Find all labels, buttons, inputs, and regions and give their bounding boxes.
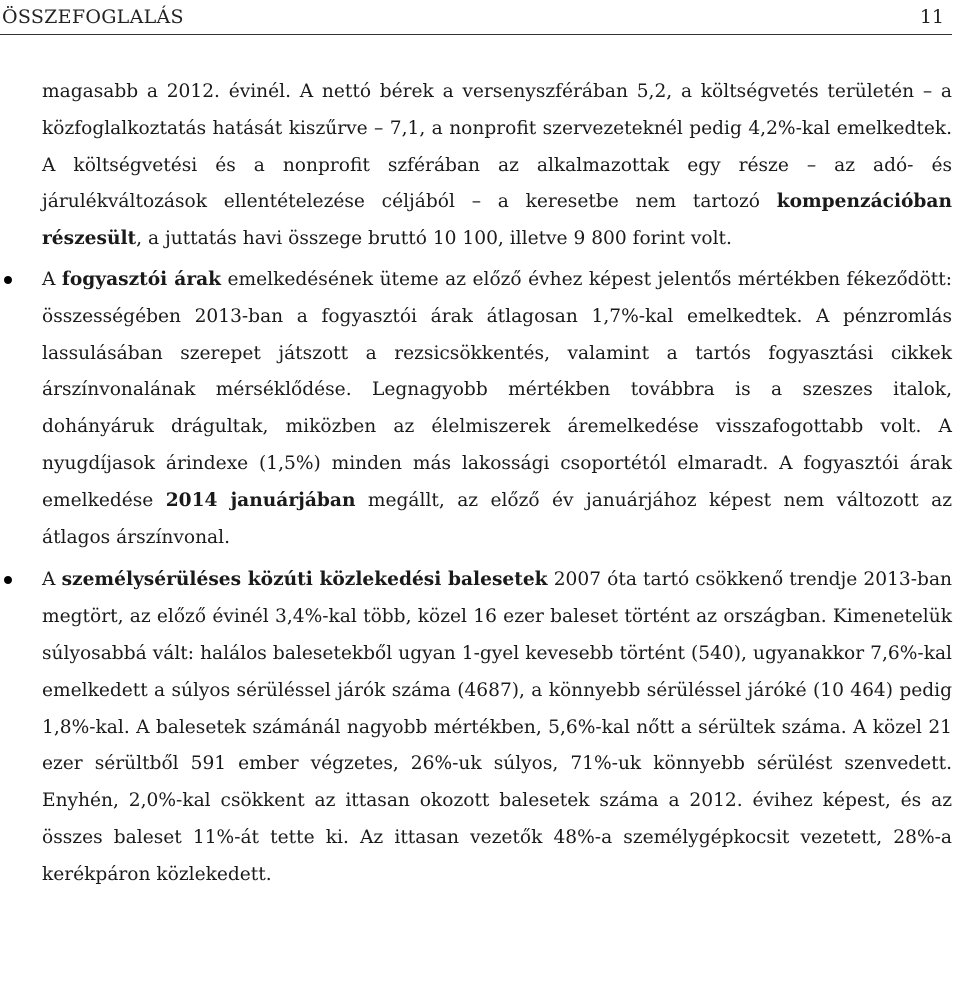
paragraph-wages (42, 74, 952, 258)
page-number: 11 (919, 6, 944, 28)
bold-term-consumer-prices: fogyasztói árak (61, 268, 222, 290)
bullet-icon (4, 276, 12, 284)
paragraph-text: 2007 óta tartó csökkenő trendje 2013-ban megtört, az előző évinél 3,4%-kal több, közel 16 ezer baleset történt az országban. Kimenetelük súlyosabbá vált: halálos balesetekből ugyan 1-gyel kevesebb történt (540), ugyanakkor 7,6%-kal emelkedett a súlyos sérüléssel járók száma (4687), a könnyebb sérüléssel járóké (10 464) pedig 1,8%-kal. A balesetek számánál nagyobb mértékben, 5,6%-kal nőtt a sérültek száma. A közel 21 ezer sérültből 591 ember végzetes, 26%-uk súlyos, 71%-uk könnyebb sérülést szenvedett. Enyhén, 2,0%-kal csökkent az ittasan okozott balesetek száma a 2012. évihez képest, és az összes baleset 11%-át tette ki. Az ittasan vezetők 48%-a személygépkocsit vezetett, 28%-a kerékpáron közlekedett. (42, 569, 953, 885)
paragraph-text: megállt, az előző év januárjához képest nem változott az átlagos árszínvonal. (42, 489, 953, 548)
paragraph-text: emelkedésének üteme az előző évhez képest jelentős mértékben fékeződött: összességében 2013-ban a fogyasztói árak átlagosan 1,7%-kal emelkedtek. A pénzromlás lassulásában szerepet játszott a rezsicsökkentés, valamint a tartós fogyasztási cikkek árszínvonalának mérséklődése. Legnagyobb mértékben továbbra is a szeszes italok, dohányáruk drágultak, miközben az élelmiszerek áremelkedése visszafogottabb volt. A nyugdíjasok árindexe (1,5%) minden más lakossági csoportétól elmaradt. A fogyasztói árak emelkedése (42, 268, 952, 511)
bold-term-compensation: kompenzációban részesült (42, 191, 952, 250)
bullet-road-accidents (42, 562, 952, 893)
page-header (0, 0, 952, 35)
bold-term-january-2014: 2014 januárjában (165, 489, 356, 511)
bullet-consumer-prices (42, 262, 952, 556)
bold-term-road-accidents: személysérüléses közúti közlekedési balesetek (61, 569, 548, 591)
section-title: ÖSSZEFOGLALÁS (2, 6, 184, 28)
page-content (42, 74, 952, 894)
bullet-icon (4, 576, 12, 584)
paragraph-text: , a juttatás havi összege bruttó 10 100, illetve 9 800 forint volt. (136, 228, 732, 250)
paragraph-text: A (42, 268, 62, 290)
paragraph-text: A (42, 569, 62, 591)
paragraph-text: magasabb a 2012. évinél. A nettó bérek a versenyszférában 5,2, a költségvetés területén – a közfoglalkoztatás hatását kiszűrve – 7,1, a nonprofit szervezeteknél pedig 4,2%-kal emelkedtek. A költségvetési és a nonprofit szférában az alkalmazottak egy része – az adó- és járulékváltozások ellentételezése céljából – a keresetbe nem tartozó (42, 81, 952, 213)
